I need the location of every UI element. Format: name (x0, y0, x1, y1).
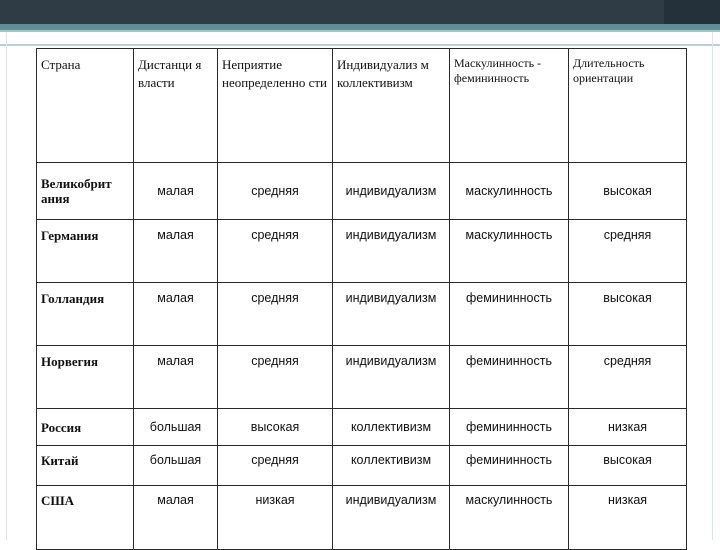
table-cell: маскулинность (450, 163, 569, 220)
table-cell: фемининность (450, 346, 569, 409)
table-cell: фемининность (450, 283, 569, 346)
table-cell: маскулинность (450, 220, 569, 283)
table-cell: индивидуализм (333, 220, 450, 283)
country-cell: Норвегия (37, 346, 134, 409)
table-cell: малая (134, 220, 218, 283)
table-cell: фемининность (450, 409, 569, 446)
table-cell: малая (134, 283, 218, 346)
slide-frame-line (0, 44, 720, 46)
slide-frame-right (712, 32, 713, 540)
table-header-row (37, 49, 687, 163)
table-row (37, 163, 687, 220)
table-cell: средняя (218, 283, 333, 346)
table-cell: индивидуализм (333, 163, 450, 220)
header-cell-masculinity: Маскулинность - фемининность (450, 49, 569, 163)
table-cell: низкая (218, 486, 333, 550)
table-cell: средняя (569, 346, 687, 409)
table-cell: средняя (218, 446, 333, 486)
slide-top-band (0, 0, 720, 24)
table-cell: фемининность (450, 446, 569, 486)
table-row (37, 220, 687, 283)
country-cell: Германия (37, 220, 134, 283)
header-cell-power-distance: Дистанци я власти (134, 49, 218, 163)
table-cell: коллективизм (333, 409, 450, 446)
header-cell-individualism: Индивидуализ м коллективизм (333, 49, 450, 163)
table-cell: высокая (569, 446, 687, 486)
table-cell: маскулинность (450, 486, 569, 550)
slide-top-corner (664, 0, 720, 26)
table-cell: большая (134, 446, 218, 486)
table-row (37, 409, 687, 446)
country-cell: Китай (37, 446, 134, 486)
table-row (37, 446, 687, 486)
table-cell: индивидуализм (333, 486, 450, 550)
country-cell: США (37, 486, 134, 550)
table-cell: высокая (569, 283, 687, 346)
table-cell: большая (134, 409, 218, 446)
country-cell: Великобрит ания (37, 163, 134, 220)
header-cell-uncertainty-avoidance: Неприятие неопределенно сти (218, 49, 333, 163)
table-cell: средняя (218, 163, 333, 220)
table-cell: малая (134, 163, 218, 220)
table-cell: высокая (569, 163, 687, 220)
table-cell: средняя (569, 220, 687, 283)
table-cell: малая (134, 486, 218, 550)
header-cell-country: Страна (37, 49, 134, 163)
slide-accent-strip-light (0, 30, 720, 32)
table-cell: высокая (218, 409, 333, 446)
table-cell: низкая (569, 486, 687, 550)
table-cell: малая (134, 346, 218, 409)
table-row (37, 346, 687, 409)
slide-frame-left (6, 32, 7, 540)
table-cell: низкая (569, 409, 687, 446)
table-cell: средняя (218, 346, 333, 409)
country-cell: Голландия (37, 283, 134, 346)
table-cell: коллективизм (333, 446, 450, 486)
table-cell: индивидуализм (333, 346, 450, 409)
culture-dimensions-table (36, 48, 687, 550)
table-row (37, 283, 687, 346)
table-cell: средняя (218, 220, 333, 283)
country-cell: Россия (37, 409, 134, 446)
header-cell-orientation: Длительность ориентации (569, 49, 687, 163)
table-cell: индивидуализм (333, 283, 450, 346)
